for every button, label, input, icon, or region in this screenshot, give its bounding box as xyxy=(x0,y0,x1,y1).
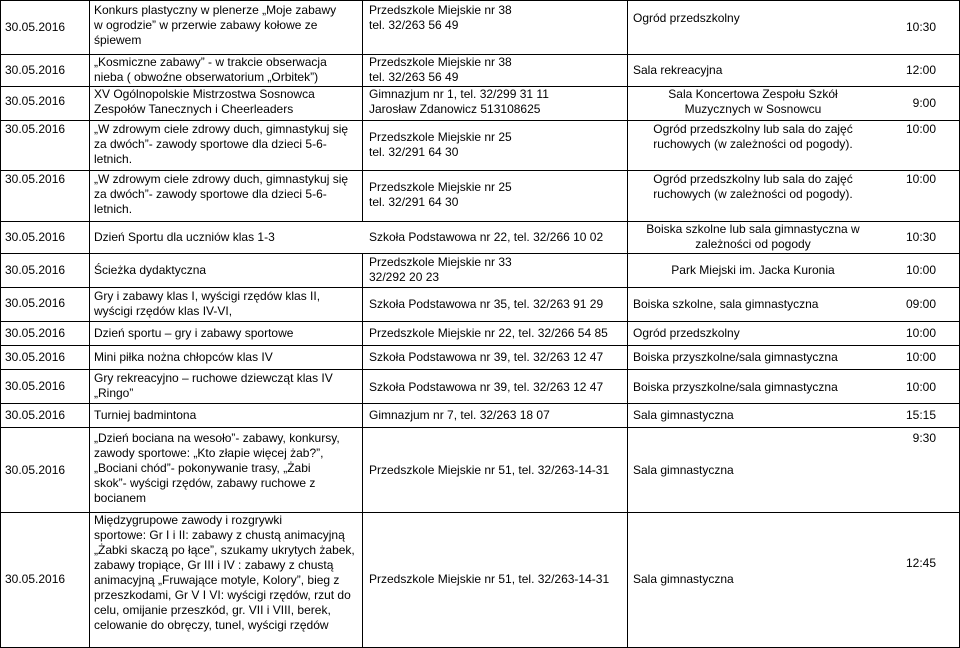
date-cell: 30.05.2016 xyxy=(5,20,66,34)
date-cell: 30.05.2016 xyxy=(5,572,66,586)
time-cell: 09:00 xyxy=(905,297,936,311)
event-cell: Dzień Sportu dla uczniów klas 1-3 xyxy=(94,230,275,244)
time-cell: 9:00 xyxy=(912,96,936,110)
organizer-cell: Przedszkole Miejskie nr 51, tel. 32/263-14-31 xyxy=(369,572,610,586)
event-cell: „Dzień bociana na wesoło”- zabawy, konkursy, zawody sportowe: „Kto złapie więcej żab?”, „Bociani chód”- pokonywanie trasy, „Żabi skok”- wyścigi rzędów, zabawy ruchowe z bocianem xyxy=(94,431,340,505)
date-cell: 30.05.2016 xyxy=(5,263,66,277)
time-cell: 10:00 xyxy=(905,172,936,186)
row-divider xyxy=(0,120,960,121)
row-divider xyxy=(0,345,960,346)
event-cell: Konkurs plastyczny w plenerze „Moje zabawy w ogrodzie” w przerwie zabawy kołowe ze śpiewem xyxy=(94,3,337,47)
place-cell: Sala gimnastyczna xyxy=(633,463,734,477)
date-cell: 30.05.2016 xyxy=(5,408,66,422)
date-cell: 30.05.2016 xyxy=(5,172,66,186)
date-cell: 30.05.2016 xyxy=(5,296,66,310)
time-cell: 10:00 xyxy=(905,326,936,340)
date-cell: 30.05.2016 xyxy=(5,122,66,136)
organizer-cell: Szkoła Podstawowa nr 39, tel. 32/263 12 47 xyxy=(369,350,604,364)
column-divider xyxy=(0,0,1,648)
event-cell: Ścieżka dydaktyczna xyxy=(94,263,207,277)
date-cell: 30.05.2016 xyxy=(5,350,66,364)
organizer-cell: Szkoła Podstawowa nr 39, tel. 32/263 12 47 xyxy=(369,380,604,394)
time-cell: 10:00 xyxy=(905,380,936,394)
date-cell: 30.05.2016 xyxy=(5,230,66,244)
date-cell: 30.05.2016 xyxy=(5,63,66,77)
row-divider xyxy=(0,369,960,370)
place-cell: Ogród przedszkolny xyxy=(633,326,740,340)
organizer-cell: Przedszkole Miejskie nr 38 tel. 32/263 56 49 xyxy=(369,3,512,32)
organizer-cell: Przedszkole Miejskie nr 22, tel. 32/266 54 85 xyxy=(369,326,608,340)
row-divider xyxy=(0,427,960,428)
organizer-cell: Przedszkole Miejskie nr 38 tel. 32/263 56 49 xyxy=(369,55,512,84)
place-cell: Ogród przedszkolny xyxy=(633,11,740,25)
organizer-cell: Szkoła Podstawowa nr 35, tel. 32/263 91 29 xyxy=(369,297,604,311)
event-cell: Mini piłka nożna chłopców klas IV xyxy=(94,350,273,364)
column-divider xyxy=(89,0,90,648)
event-cell: „W zdrowym ciele zdrowy duch, gimnastykuj się za dwóch”- zawody sportowe dla dzieci 5-6- letnich. xyxy=(94,122,349,166)
time-cell: 12:00 xyxy=(905,63,936,77)
organizer-cell: Gimnazjum nr 7, tel. 32/263 18 07 xyxy=(369,408,550,422)
place-cell: Boiska szkolne, sala gimnastyczna xyxy=(633,297,819,311)
date-cell: 30.05.2016 xyxy=(5,94,66,108)
time-cell: 12:45 xyxy=(905,556,936,570)
row-divider xyxy=(0,403,960,404)
event-cell: „Kosmiczne zabawy” - w trakcie obserwacja nieba ( obwoźne obserwatorium „Orbitek”) xyxy=(94,55,327,84)
place-cell: Sala gimnastyczna xyxy=(633,572,734,586)
column-divider xyxy=(362,253,363,648)
organizer-cell: Przedszkole Miejskie nr 51, tel. 32/263-14-31 xyxy=(369,463,610,477)
row-divider xyxy=(0,170,960,171)
time-cell: 9:30 xyxy=(912,431,936,445)
event-cell: Dzień sportu – gry i zabawy sportowe xyxy=(94,326,294,340)
organizer-cell: Przedszkole Miejskie nr 25 tel. 32/291 64 30 xyxy=(369,180,512,209)
column-divider xyxy=(362,0,363,221)
organizer-cell: Przedszkole Miejskie nr 33 32/292 20 23 xyxy=(369,255,512,284)
date-cell: 30.05.2016 xyxy=(5,463,66,477)
date-cell: 30.05.2016 xyxy=(5,379,66,393)
place-cell: Boiska przyszkolne/sala gimnastyczna xyxy=(633,350,838,364)
time-cell: 15:15 xyxy=(905,408,936,422)
event-cell: Gry i zabawy klas I, wyścigi rzędów klas II, wyścigi rzędów klas IV-VI, xyxy=(94,289,321,318)
place-cell: Boiska przyszkolne/sala gimnastyczna xyxy=(633,380,838,394)
column-divider xyxy=(627,0,628,648)
place-cell: Ogród przedszkolny lub sala do zajęć ruchowych (w zależności od pogody). xyxy=(653,172,853,201)
organizer-cell: Przedszkole Miejskie nr 25 tel. 32/291 64 30 xyxy=(369,130,512,159)
event-cell: Gry rekreacyjno – ruchowe dziewcząt klas IV „Ringo” xyxy=(94,371,333,400)
time-cell: 10:00 xyxy=(905,350,936,364)
place-cell: Sala rekreacyjna xyxy=(633,63,723,77)
row-divider xyxy=(0,321,960,322)
row-divider xyxy=(0,0,960,1)
date-cell: 30.05.2016 xyxy=(5,326,66,340)
organizer-cell: Gimnazjum nr 1, tel. 32/299 31 11 Jarosław Zdanowicz 513108625 xyxy=(369,87,549,116)
place-cell: Ogród przedszkolny lub sala do zajęć ruchowych (w zależności od pogody). xyxy=(653,122,853,151)
place-cell: Sala gimnastyczna xyxy=(633,408,734,422)
place-cell: Boiska szkolne lub sala gimnastyczna w zależności od pogody xyxy=(646,222,860,251)
place-cell: Park Miejski im. Jacka Kuronia xyxy=(671,263,835,277)
time-cell: 10:00 xyxy=(905,122,936,136)
organizer-cell: Szkoła Podstawowa nr 22, tel. 32/266 10 02 xyxy=(369,230,604,244)
row-divider xyxy=(0,253,960,254)
place-cell: Sala Koncertowa Zespołu Szkół Muzycznych w Sosnowcu xyxy=(668,87,838,116)
event-cell: Międzygrupowe zawody i rozgrywki sportowe: Gr I i II: zabawy z chustą animacyjną „Żabki skaczą po łące”, szukamy ukrytych żabek, zabawy tropiące, Gr III i IV : zabawy z chustą animacyjną „Fruwające motyle, Kolory”, bieg z przeszkodami, Gr V I VI: wyścigi rzędów, rzut do celu, omijanie przeszkód, gr. VII i VIII, berek, celowanie do obręczy, tunel, wyścigi rzędów xyxy=(94,513,355,632)
event-cell: „W zdrowym ciele zdrowy duch, gimnastykuj się za dwóch”- zawody sportowe dla dzieci 5-6- letnich. xyxy=(94,172,349,216)
event-cell: XV Ogólnopolskie Mistrzostwa Sosnowca Zespołów Tanecznych i Cheerleaders xyxy=(94,87,315,116)
event-cell: Turniej badmintona xyxy=(94,408,197,422)
time-cell: 10:30 xyxy=(905,230,936,244)
row-divider xyxy=(0,287,960,288)
time-cell: 10:30 xyxy=(905,20,936,34)
time-cell: 10:00 xyxy=(905,263,936,277)
